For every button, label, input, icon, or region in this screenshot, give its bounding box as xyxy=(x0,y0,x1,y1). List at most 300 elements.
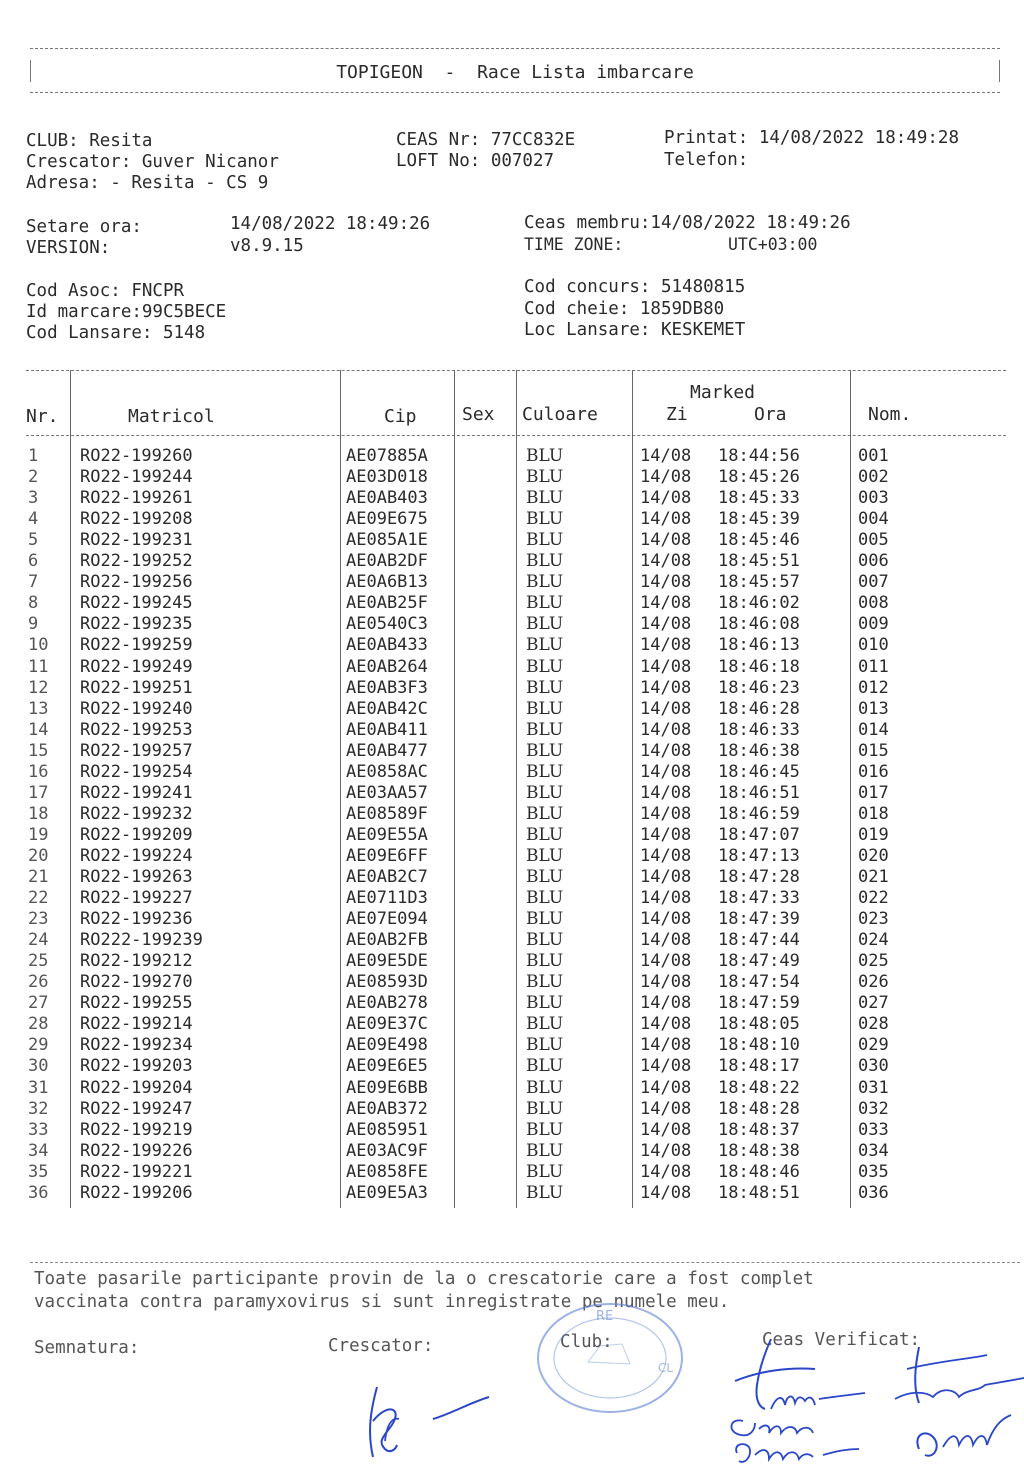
row-nr: 3 xyxy=(28,488,39,509)
cod-asoc: Cod Asoc: FNCPR xyxy=(26,281,185,301)
row-zi: 14/08 xyxy=(640,551,692,572)
row-ora: 18:48:51 xyxy=(718,1182,800,1203)
row-culoare: BLU xyxy=(526,761,564,782)
row-nr: 17 xyxy=(28,782,49,803)
row-nr: 15 xyxy=(28,740,49,761)
row-cip: AE03D018 xyxy=(346,467,428,488)
row-matricol: RO22-199212 xyxy=(80,951,193,972)
row-matricol: RO22-199256 xyxy=(80,572,193,593)
header-nr: Nr. xyxy=(26,406,59,427)
row-nr: 27 xyxy=(28,993,49,1014)
setare-ora-label: Setare ora: xyxy=(26,217,142,237)
row-culoare: BLU xyxy=(526,1035,564,1056)
table-row xyxy=(26,846,1006,867)
table-row xyxy=(26,888,1006,909)
row-nom: 020 xyxy=(858,845,889,866)
row-zi: 14/08 xyxy=(640,993,692,1014)
row-zi: 14/08 xyxy=(640,845,692,866)
adresa-label: Adresa: - Resita - CS 9 xyxy=(26,173,269,193)
row-cip: AE0858FE xyxy=(346,1161,428,1182)
id-marcare: Id marcare:99C5BECE xyxy=(26,302,227,322)
table-row xyxy=(26,1120,1006,1141)
row-zi: 14/08 xyxy=(640,1098,692,1119)
row-cip: AE0AB42C xyxy=(346,698,428,719)
row-nr: 1 xyxy=(28,446,39,466)
row-culoare: BLU xyxy=(526,1056,564,1077)
row-culoare: BLU xyxy=(526,1182,564,1203)
row-nom: 004 xyxy=(858,509,889,530)
row-ora: 18:47:54 xyxy=(718,972,800,993)
row-nr: 2 xyxy=(28,467,39,488)
row-zi: 14/08 xyxy=(640,530,692,551)
row-matricol: RO22-199219 xyxy=(80,1119,193,1140)
row-nom: 008 xyxy=(858,593,889,614)
row-ora: 18:45:33 xyxy=(718,488,800,509)
row-zi: 14/08 xyxy=(640,698,692,719)
row-culoare: BLU xyxy=(526,803,564,824)
row-nr: 34 xyxy=(28,1140,49,1161)
row-culoare: BLU xyxy=(526,1140,564,1161)
table-row xyxy=(26,1183,1006,1204)
row-nom: 027 xyxy=(858,993,889,1014)
row-zi: 14/08 xyxy=(640,1014,692,1035)
row-cip: AE0A6B13 xyxy=(346,572,428,593)
row-nom: 032 xyxy=(858,1098,889,1119)
row-ora: 18:44:56 xyxy=(718,446,800,466)
row-ora: 18:46:02 xyxy=(718,593,800,614)
row-zi: 14/08 xyxy=(640,930,692,951)
row-zi: 14/08 xyxy=(640,782,692,803)
header-nom: Nom. xyxy=(868,404,912,425)
row-zi: 14/08 xyxy=(640,803,692,824)
row-cip: AE0AB264 xyxy=(346,656,428,677)
row-cip: AE09E55A xyxy=(346,824,428,845)
table-row xyxy=(26,993,1006,1014)
row-zi: 14/08 xyxy=(640,972,692,993)
header-culoare: Culoare xyxy=(522,404,598,425)
row-matricol: RO22-199203 xyxy=(80,1056,193,1077)
ceas-membru: Ceas membru:14/08/2022 18:49:26 xyxy=(524,213,851,233)
table-row xyxy=(26,804,1006,825)
club-stamp-seal xyxy=(530,1298,690,1418)
table-row xyxy=(26,1014,1006,1035)
row-culoare: BLU xyxy=(526,972,564,993)
row-ora: 18:46:23 xyxy=(718,677,800,698)
row-matricol: RO22-199241 xyxy=(80,782,193,803)
row-ora: 18:48:17 xyxy=(718,1056,800,1077)
statement-line-2: vaccinata contra paramyxovirus si sunt inregistrate pe numele meu. xyxy=(34,1292,730,1312)
row-ora: 18:45:46 xyxy=(718,530,800,551)
row-matricol: RO22-199227 xyxy=(80,888,193,909)
row-zi: 14/08 xyxy=(640,635,692,656)
row-cip: AE08593D xyxy=(346,972,428,993)
crescator-signature-scribble xyxy=(349,1379,499,1469)
row-cip: AE0AB2C7 xyxy=(346,867,428,887)
row-zi: 14/08 xyxy=(640,951,692,972)
row-cip: AE0AB278 xyxy=(346,993,428,1014)
row-nr: 5 xyxy=(28,530,39,551)
cod-concurs: Cod concurs: 51480815 xyxy=(524,277,746,297)
loc-lansare: Loc Lansare: KESKEMET xyxy=(524,320,746,340)
row-cip: AE09E6BB xyxy=(346,1077,428,1098)
row-culoare: BLU xyxy=(526,1161,564,1182)
row-ora: 18:48:46 xyxy=(718,1161,800,1182)
row-cip: AE0AB433 xyxy=(346,635,428,656)
table-row xyxy=(26,572,1006,593)
row-nom: 010 xyxy=(858,635,889,656)
row-culoare: BLU xyxy=(526,719,564,740)
row-cip: AE0AB411 xyxy=(346,719,428,740)
row-nom: 026 xyxy=(858,972,889,993)
row-nr: 12 xyxy=(28,677,49,698)
version-value: v8.9.15 xyxy=(230,236,304,256)
row-nom: 003 xyxy=(858,488,889,509)
svg-text:RE: RE xyxy=(596,1309,614,1324)
header-marked: Marked xyxy=(690,382,756,403)
row-zi: 14/08 xyxy=(640,509,692,530)
row-matricol: RO22-199245 xyxy=(80,593,193,614)
time-zone-label: TIME ZONE: xyxy=(524,235,624,254)
row-matricol: RO22-199259 xyxy=(80,635,193,656)
row-nr: 16 xyxy=(28,761,49,782)
row-cip: AE085951 xyxy=(346,1119,428,1140)
row-matricol: RO22-199260 xyxy=(80,446,193,466)
row-ora: 18:46:28 xyxy=(718,698,800,719)
row-cip: AE09E5A3 xyxy=(346,1182,428,1203)
row-matricol: RO22-199232 xyxy=(80,803,193,824)
row-nom: 036 xyxy=(858,1182,889,1203)
row-ora: 18:47:59 xyxy=(718,993,800,1014)
row-cip: AE0AB403 xyxy=(346,488,428,509)
row-nr: 30 xyxy=(28,1056,49,1077)
table-row xyxy=(26,467,1006,488)
table-row xyxy=(26,972,1006,993)
table-row xyxy=(26,614,1006,635)
row-cip: AE0711D3 xyxy=(346,888,428,909)
row-cip: AE0540C3 xyxy=(346,614,428,635)
row-matricol: RO22-199206 xyxy=(80,1182,193,1203)
row-ora: 18:48:38 xyxy=(718,1140,800,1161)
row-ora: 18:47:28 xyxy=(718,867,800,887)
row-cip: AE0AB372 xyxy=(346,1098,428,1119)
row-matricol: RO22-199270 xyxy=(80,972,193,993)
table-row xyxy=(26,593,1006,614)
row-zi: 14/08 xyxy=(640,1056,692,1077)
row-zi: 14/08 xyxy=(640,867,692,887)
title-box xyxy=(30,46,1000,96)
ceas-verificat-signatures xyxy=(700,1318,1020,1458)
row-culoare: BLU xyxy=(526,867,564,887)
row-nom: 021 xyxy=(858,867,889,887)
row-cip: AE09E37C xyxy=(346,1014,428,1035)
crescator-signature xyxy=(330,1360,480,1450)
row-matricol: RO22-199255 xyxy=(80,993,193,1014)
row-zi: 14/08 xyxy=(640,909,692,930)
table-row xyxy=(26,825,1006,846)
row-nom: 016 xyxy=(858,761,889,782)
row-nr: 20 xyxy=(28,845,49,866)
row-matricol: RO22-199261 xyxy=(80,488,193,509)
setare-ora-value: 14/08/2022 18:49:26 xyxy=(230,214,431,234)
row-nom: 014 xyxy=(858,719,889,740)
race-table xyxy=(26,368,1006,1218)
row-cip: AE08589F xyxy=(346,803,428,824)
header-cip: Cip xyxy=(384,406,417,427)
row-matricol: RO222-199239 xyxy=(80,930,203,951)
row-matricol: RO22-199231 xyxy=(80,530,193,551)
row-nom: 030 xyxy=(858,1056,889,1077)
row-culoare: BLU xyxy=(526,446,564,466)
row-nr: 29 xyxy=(28,1035,49,1056)
row-nr: 9 xyxy=(28,614,39,635)
row-cip: AE09E6E5 xyxy=(346,1056,428,1077)
cod-lansare: Cod Lansare: 5148 xyxy=(26,323,206,343)
row-ora: 18:46:08 xyxy=(718,614,800,635)
row-zi: 14/08 xyxy=(640,1035,692,1056)
row-nr: 31 xyxy=(28,1077,49,1098)
table-row xyxy=(26,551,1006,572)
title-bottom-border xyxy=(30,92,1000,93)
row-matricol: RO22-199252 xyxy=(80,551,193,572)
row-matricol: RO22-199253 xyxy=(80,719,193,740)
table-row xyxy=(26,909,1006,930)
row-matricol: RO22-199263 xyxy=(80,867,193,887)
row-nr: 11 xyxy=(28,656,49,677)
row-ora: 18:46:33 xyxy=(718,719,800,740)
club-signature-label: Club: xyxy=(560,1332,613,1352)
table-row xyxy=(26,1141,1006,1162)
row-nr: 25 xyxy=(28,951,49,972)
printat: Printat: 14/08/2022 18:49:28 xyxy=(664,128,960,148)
row-culoare: BLU xyxy=(526,635,564,656)
row-matricol: RO22-199214 xyxy=(80,1014,193,1035)
row-nr: 26 xyxy=(28,972,49,993)
row-nr: 32 xyxy=(28,1098,49,1119)
row-nom: 001 xyxy=(858,446,889,466)
ceas-verificat-label: Ceas Verificat: xyxy=(762,1330,921,1350)
row-nom: 028 xyxy=(858,1014,889,1035)
row-nom: 002 xyxy=(858,467,889,488)
table-row xyxy=(26,783,1006,804)
row-ora: 18:45:26 xyxy=(718,467,800,488)
table-row xyxy=(26,930,1006,951)
table-row xyxy=(26,678,1006,699)
row-nom: 015 xyxy=(858,740,889,761)
page-title: TOPIGEON - Race Lista imbarcare xyxy=(336,62,694,83)
ceas-verificat-handwriting xyxy=(719,1337,1024,1477)
row-zi: 14/08 xyxy=(640,467,692,488)
header-zi: Zi xyxy=(666,404,688,425)
row-culoare: BLU xyxy=(526,614,564,635)
row-nr: 21 xyxy=(28,867,49,887)
row-zi: 14/08 xyxy=(640,572,692,593)
row-matricol: RO22-199235 xyxy=(80,614,193,635)
row-nom: 005 xyxy=(858,530,889,551)
row-zi: 14/08 xyxy=(640,1161,692,1182)
row-nom: 006 xyxy=(858,551,889,572)
row-ora: 18:48:05 xyxy=(718,1014,800,1035)
row-cip: AE03AA57 xyxy=(346,782,428,803)
header-ora: Ora xyxy=(754,404,787,425)
table-row xyxy=(26,1035,1006,1056)
row-culoare: BLU xyxy=(526,572,564,593)
row-nom: 013 xyxy=(858,698,889,719)
row-nr: 13 xyxy=(28,698,49,719)
row-matricol: RO22-199221 xyxy=(80,1161,193,1182)
row-nr: 6 xyxy=(28,551,39,572)
row-culoare: BLU xyxy=(526,782,564,803)
statement-line-1: Toate pasarile participante provin de la o crescatorie care a fost complet xyxy=(34,1269,814,1289)
row-matricol: RO22-199234 xyxy=(80,1035,193,1056)
row-cip: AE0AB2DF xyxy=(346,551,428,572)
table-row xyxy=(26,635,1006,656)
row-culoare: BLU xyxy=(526,488,564,509)
row-matricol: RO22-199251 xyxy=(80,677,193,698)
row-zi: 14/08 xyxy=(640,656,692,677)
row-zi: 14/08 xyxy=(640,740,692,761)
row-culoare: BLU xyxy=(526,593,564,614)
table-row xyxy=(26,509,1006,530)
row-ora: 18:45:51 xyxy=(718,551,800,572)
row-nom: 018 xyxy=(858,803,889,824)
row-nom: 024 xyxy=(858,930,889,951)
row-nom: 017 xyxy=(858,782,889,803)
row-culoare: BLU xyxy=(526,909,564,930)
row-nr: 35 xyxy=(28,1161,49,1182)
row-cip: AE0858AC xyxy=(346,761,428,782)
row-culoare: BLU xyxy=(526,1077,564,1098)
row-matricol: RO22-199244 xyxy=(80,467,193,488)
row-nom: 023 xyxy=(858,909,889,930)
header-matricol: Matricol xyxy=(128,406,215,427)
row-culoare: BLU xyxy=(526,1098,564,1119)
row-cip: AE0AB3F3 xyxy=(346,677,428,698)
row-ora: 18:47:07 xyxy=(718,824,800,845)
row-culoare: BLU xyxy=(526,993,564,1014)
table-row xyxy=(26,867,1006,888)
row-zi: 14/08 xyxy=(640,719,692,740)
row-ora: 18:47:33 xyxy=(718,888,800,909)
row-cip: AE07E094 xyxy=(346,909,428,930)
row-zi: 14/08 xyxy=(640,824,692,845)
row-zi: 14/08 xyxy=(640,761,692,782)
row-cip: AE09E675 xyxy=(346,509,428,530)
row-nom: 019 xyxy=(858,824,889,845)
row-nr: 10 xyxy=(28,635,49,656)
table-row xyxy=(26,720,1006,741)
row-matricol: RO22-199254 xyxy=(80,761,193,782)
row-nr: 22 xyxy=(28,888,49,909)
row-nom: 025 xyxy=(858,951,889,972)
table-row xyxy=(26,488,1006,509)
row-culoare: BLU xyxy=(526,930,564,951)
row-ora: 18:46:59 xyxy=(718,803,800,824)
table-row xyxy=(26,1099,1006,1120)
row-ora: 18:46:38 xyxy=(718,740,800,761)
row-nr: 36 xyxy=(28,1182,49,1203)
row-ora: 18:48:28 xyxy=(718,1098,800,1119)
semnatura-label: Semnatura: xyxy=(34,1338,140,1358)
row-matricol: RO22-199247 xyxy=(80,1098,193,1119)
row-cip: AE09E5DE xyxy=(346,951,428,972)
row-matricol: RO22-199240 xyxy=(80,698,193,719)
row-ora: 18:48:37 xyxy=(718,1119,800,1140)
table-row xyxy=(26,1078,1006,1099)
table-row xyxy=(26,530,1006,551)
row-nr: 24 xyxy=(28,930,49,951)
row-cip: AE03AC9F xyxy=(346,1140,428,1161)
row-nom: 033 xyxy=(858,1119,889,1140)
row-zi: 14/08 xyxy=(640,1182,692,1203)
row-nr: 28 xyxy=(28,1014,49,1035)
row-cip: AE085A1E xyxy=(346,530,428,551)
row-nom: 031 xyxy=(858,1077,889,1098)
row-culoare: BLU xyxy=(526,656,564,677)
table-row xyxy=(26,699,1006,720)
table-row xyxy=(26,657,1006,678)
row-nr: 23 xyxy=(28,909,49,930)
row-matricol: RO22-199224 xyxy=(80,845,193,866)
club-label: CLUB: Resita xyxy=(26,131,153,151)
row-cip: AE09E6FF xyxy=(346,845,428,866)
row-nom: 012 xyxy=(858,677,889,698)
table-row xyxy=(26,446,1006,467)
row-nom: 034 xyxy=(858,1140,889,1161)
table-row xyxy=(26,951,1006,972)
row-culoare: BLU xyxy=(526,551,564,572)
row-ora: 18:46:13 xyxy=(718,635,800,656)
row-nom: 035 xyxy=(858,1161,889,1182)
row-matricol: RO22-199249 xyxy=(80,656,193,677)
row-ora: 18:46:45 xyxy=(718,761,800,782)
row-nom: 022 xyxy=(858,888,889,909)
row-nom: 009 xyxy=(858,614,889,635)
row-zi: 14/08 xyxy=(640,488,692,509)
row-culoare: BLU xyxy=(526,888,564,909)
row-nr: 19 xyxy=(28,824,49,845)
row-culoare: BLU xyxy=(526,1014,564,1035)
row-nom: 011 xyxy=(858,656,889,677)
crescator-signature-label: Crescator: xyxy=(328,1336,434,1356)
row-ora: 18:47:44 xyxy=(718,930,800,951)
row-zi: 14/08 xyxy=(640,677,692,698)
row-culoare: BLU xyxy=(526,677,564,698)
row-cip: AE07885A xyxy=(346,446,428,466)
row-zi: 14/08 xyxy=(640,1119,692,1140)
row-ora: 18:48:22 xyxy=(718,1077,800,1098)
row-zi: 14/08 xyxy=(640,1140,692,1161)
cod-cheie: Cod cheie: 1859DB80 xyxy=(524,299,725,319)
row-ora: 18:46:51 xyxy=(718,782,800,803)
row-nr: 4 xyxy=(28,509,39,530)
ceas-nr: CEAS Nr: 77CC832E xyxy=(396,130,576,150)
row-ora: 18:45:57 xyxy=(718,572,800,593)
telefon: Telefon: xyxy=(664,150,749,170)
table-row xyxy=(26,1056,1006,1077)
row-nom: 007 xyxy=(858,572,889,593)
row-zi: 14/08 xyxy=(640,888,692,909)
version-label: VERSION: xyxy=(26,238,111,258)
row-nr: 33 xyxy=(28,1119,49,1140)
row-culoare: BLU xyxy=(526,698,564,719)
row-ora: 18:47:39 xyxy=(718,909,800,930)
row-zi: 14/08 xyxy=(640,593,692,614)
row-matricol: RO22-199257 xyxy=(80,740,193,761)
title-top-border xyxy=(30,48,1000,49)
club-stamp xyxy=(530,1298,690,1418)
row-culoare: BLU xyxy=(526,951,564,972)
row-nom: 029 xyxy=(858,1035,889,1056)
